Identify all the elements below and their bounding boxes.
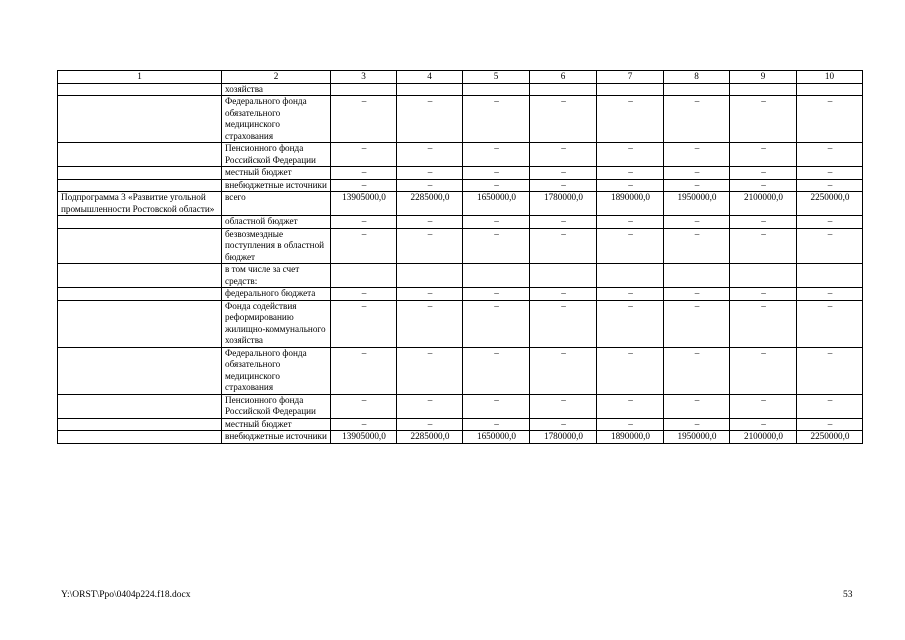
page-number: 53: [843, 590, 853, 600]
value-cell: –: [664, 347, 730, 394]
value-cell: 2285000,0: [397, 192, 463, 216]
value-cell: –: [730, 179, 797, 192]
value-cell: –: [664, 216, 730, 229]
value-cell: –: [331, 96, 397, 143]
value-cell: –: [463, 179, 530, 192]
value-cell: –: [331, 228, 397, 264]
source-label: областной бюджет: [222, 216, 331, 229]
program-cell: [58, 300, 222, 347]
value-cell: –: [597, 179, 664, 192]
value-cell: –: [463, 288, 530, 301]
value-cell: –: [797, 167, 863, 180]
value-cell: 2250000,0: [797, 192, 863, 216]
value-cell: –: [397, 216, 463, 229]
value-cell: [397, 83, 463, 96]
value-cell: –: [797, 143, 863, 167]
column-header: 6: [530, 71, 597, 84]
value-cell: –: [397, 418, 463, 431]
value-cell: –: [463, 394, 530, 418]
value-cell: [730, 83, 797, 96]
value-cell: –: [397, 300, 463, 347]
table-row: [58, 216, 863, 229]
value-cell: –: [664, 288, 730, 301]
value-cell: –: [664, 167, 730, 180]
value-cell: –: [530, 347, 597, 394]
column-header: 10: [797, 71, 863, 84]
program-cell: [58, 216, 222, 229]
value-cell: –: [463, 216, 530, 229]
source-label: хозяйства: [222, 83, 331, 96]
value-cell: –: [797, 216, 863, 229]
value-cell: –: [797, 418, 863, 431]
source-label: Федерального фонда обязательного медицинского страхования: [222, 347, 331, 394]
value-cell: –: [730, 347, 797, 394]
value-cell: –: [730, 96, 797, 143]
value-cell: –: [397, 347, 463, 394]
source-label: Пенсионного фонда Российской Федерации: [222, 394, 331, 418]
value-cell: 2285000,0: [397, 431, 463, 444]
value-cell: –: [730, 418, 797, 431]
value-cell: –: [463, 418, 530, 431]
table-row: [58, 394, 863, 418]
source-label: всего: [222, 192, 331, 216]
program-cell: [58, 96, 222, 143]
value-cell: [797, 264, 863, 288]
table-row: [58, 96, 863, 143]
table-row: [58, 143, 863, 167]
table-row: [58, 418, 863, 431]
value-cell: [597, 83, 664, 96]
value-cell: –: [597, 347, 664, 394]
program-cell: [58, 288, 222, 301]
value-cell: –: [397, 167, 463, 180]
value-cell: –: [730, 167, 797, 180]
value-cell: [530, 264, 597, 288]
source-label: Федерального фонда обязательного медицинского страхования: [222, 96, 331, 143]
value-cell: –: [597, 394, 664, 418]
value-cell: –: [664, 179, 730, 192]
value-cell: –: [597, 288, 664, 301]
program-cell: [58, 228, 222, 264]
value-cell: –: [331, 216, 397, 229]
value-cell: –: [397, 228, 463, 264]
value-cell: –: [597, 216, 664, 229]
value-cell: –: [530, 167, 597, 180]
program-cell: [58, 264, 222, 288]
value-cell: –: [797, 96, 863, 143]
table-row: [58, 179, 863, 192]
value-cell: 2100000,0: [730, 192, 797, 216]
source-label: безвозмездные поступления в областной бюджет: [222, 228, 331, 264]
program-cell: [58, 394, 222, 418]
value-cell: –: [331, 300, 397, 347]
value-cell: 1950000,0: [664, 192, 730, 216]
header-row: [58, 71, 863, 84]
value-cell: 1890000,0: [597, 192, 664, 216]
program-cell: [58, 83, 222, 96]
value-cell: [664, 83, 730, 96]
value-cell: –: [397, 179, 463, 192]
table-row: [58, 192, 863, 216]
value-cell: –: [530, 288, 597, 301]
program-cell: [58, 431, 222, 444]
value-cell: –: [664, 96, 730, 143]
table-row: [58, 300, 863, 347]
value-cell: 1650000,0: [463, 431, 530, 444]
value-cell: –: [597, 418, 664, 431]
column-header: 7: [597, 71, 664, 84]
value-cell: –: [597, 228, 664, 264]
program-cell: [58, 167, 222, 180]
value-cell: –: [664, 418, 730, 431]
column-header: 5: [463, 71, 530, 84]
value-cell: –: [331, 288, 397, 301]
table-row: [58, 228, 863, 264]
value-cell: –: [597, 300, 664, 347]
value-cell: –: [797, 228, 863, 264]
column-header: 3: [331, 71, 397, 84]
value-cell: –: [730, 216, 797, 229]
value-cell: –: [397, 288, 463, 301]
value-cell: –: [463, 167, 530, 180]
source-label: местный бюджет: [222, 418, 331, 431]
value-cell: 2250000,0: [797, 431, 863, 444]
value-cell: –: [530, 96, 597, 143]
file-path: Y:\ORST\Ppo\0404p224.f18.docx: [61, 590, 191, 600]
value-cell: –: [597, 167, 664, 180]
value-cell: –: [730, 300, 797, 347]
table-row: [58, 288, 863, 301]
value-cell: [463, 83, 530, 96]
program-cell: [58, 418, 222, 431]
value-cell: –: [397, 394, 463, 418]
value-cell: –: [331, 418, 397, 431]
source-label: местный бюджет: [222, 167, 331, 180]
value-cell: –: [597, 143, 664, 167]
value-cell: –: [664, 143, 730, 167]
column-header: 8: [664, 71, 730, 84]
value-cell: –: [797, 179, 863, 192]
program-cell: [58, 347, 222, 394]
table-row: [58, 431, 863, 444]
value-cell: –: [463, 347, 530, 394]
value-cell: –: [331, 179, 397, 192]
value-cell: –: [530, 216, 597, 229]
value-cell: [331, 264, 397, 288]
value-cell: 1650000,0: [463, 192, 530, 216]
value-cell: [331, 83, 397, 96]
value-cell: –: [797, 300, 863, 347]
value-cell: –: [664, 300, 730, 347]
value-cell: –: [463, 228, 530, 264]
table-row: [58, 347, 863, 394]
value-cell: 1780000,0: [530, 192, 597, 216]
program-cell: [58, 143, 222, 167]
value-cell: 13905000,0: [331, 431, 397, 444]
source-label: Пенсионного фонда Российской Федерации: [222, 143, 331, 167]
value-cell: –: [730, 228, 797, 264]
value-cell: –: [797, 347, 863, 394]
source-label: в том числе за счет средств:: [222, 264, 331, 288]
budget-table: [57, 70, 863, 444]
value-cell: –: [331, 394, 397, 418]
program-cell: [58, 179, 222, 192]
value-cell: [664, 264, 730, 288]
value-cell: –: [331, 347, 397, 394]
value-cell: –: [331, 143, 397, 167]
value-cell: –: [730, 288, 797, 301]
value-cell: –: [597, 96, 664, 143]
value-cell: –: [730, 143, 797, 167]
value-cell: –: [730, 394, 797, 418]
value-cell: 1780000,0: [530, 431, 597, 444]
value-cell: 1950000,0: [664, 431, 730, 444]
value-cell: –: [797, 394, 863, 418]
source-label: внебюджетные источники: [222, 179, 331, 192]
value-cell: [797, 83, 863, 96]
table-row: [58, 264, 863, 288]
column-header: 2: [222, 71, 331, 84]
program-name-cell: Подпрограмма 3 «Развитие угольной промышленности Ростовской области»: [58, 192, 222, 216]
value-cell: –: [530, 394, 597, 418]
value-cell: –: [797, 288, 863, 301]
value-cell: –: [530, 418, 597, 431]
value-cell: –: [664, 228, 730, 264]
value-cell: –: [397, 143, 463, 167]
value-cell: [597, 264, 664, 288]
table-row: [58, 167, 863, 180]
value-cell: –: [463, 143, 530, 167]
column-header: 9: [730, 71, 797, 84]
column-header: 4: [397, 71, 463, 84]
source-label: Фонда содействия реформированию жилищно-коммунального хозяйства: [222, 300, 331, 347]
value-cell: –: [397, 96, 463, 143]
value-cell: –: [331, 167, 397, 180]
source-label: внебюджетные источники: [222, 431, 331, 444]
value-cell: 2100000,0: [730, 431, 797, 444]
source-label: федерального бюджета: [222, 288, 331, 301]
value-cell: 1890000,0: [597, 431, 664, 444]
value-cell: 13905000,0: [331, 192, 397, 216]
value-cell: [397, 264, 463, 288]
value-cell: [530, 83, 597, 96]
value-cell: [463, 264, 530, 288]
value-cell: –: [463, 96, 530, 143]
value-cell: –: [664, 394, 730, 418]
column-header: 1: [58, 71, 222, 84]
value-cell: –: [530, 228, 597, 264]
value-cell: –: [530, 179, 597, 192]
value-cell: [730, 264, 797, 288]
value-cell: –: [530, 300, 597, 347]
table-row: [58, 83, 863, 96]
value-cell: –: [530, 143, 597, 167]
value-cell: –: [463, 300, 530, 347]
